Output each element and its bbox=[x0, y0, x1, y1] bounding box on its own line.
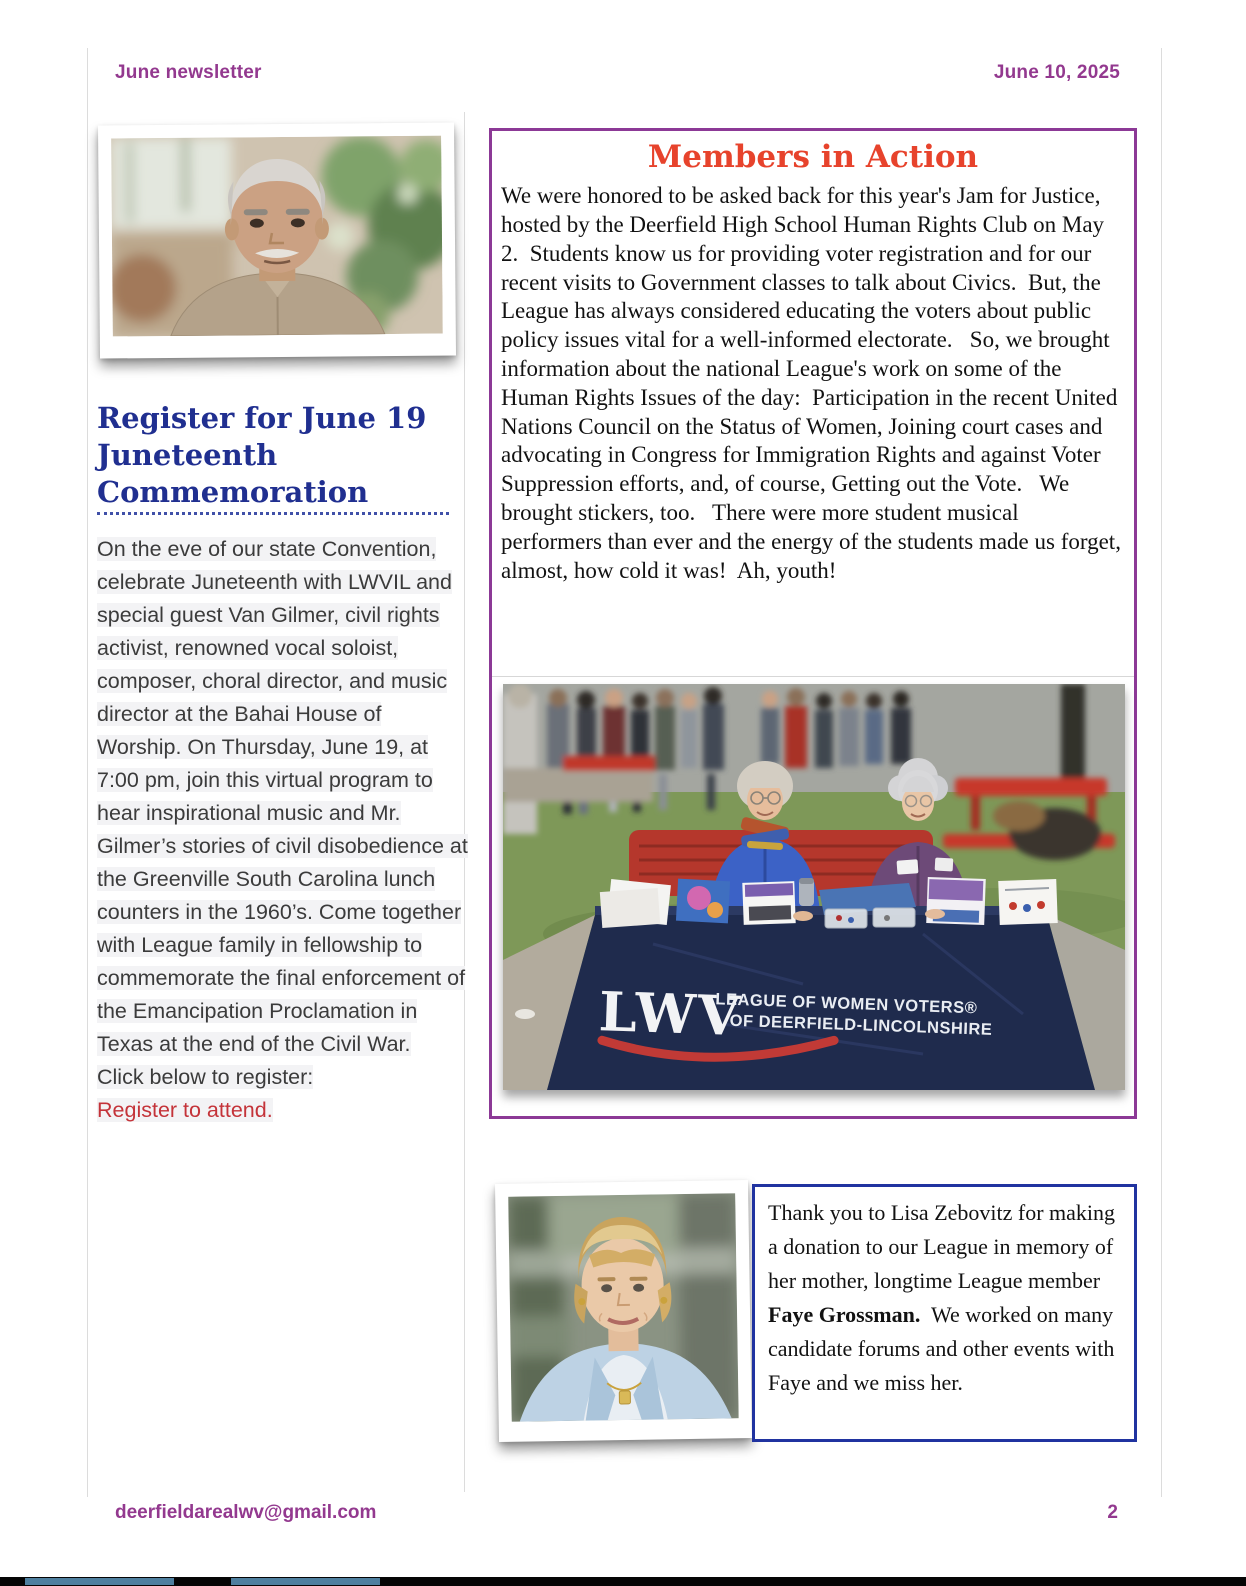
lwv-table-illustration bbox=[503, 684, 1125, 1090]
page-left-guide-line bbox=[87, 48, 88, 1497]
donation-paragraph bbox=[755, 1187, 1134, 1400]
jam-for-justice-photo bbox=[503, 684, 1125, 1090]
lwv-banner-line1: LEAGUE OF WOMEN VOTERS® bbox=[715, 990, 978, 1018]
donation-bold-name: Faye Grossman. bbox=[768, 1302, 921, 1327]
members-in-action-heading: Members in Action bbox=[647, 139, 979, 175]
register-cta-label: Click below to register: bbox=[97, 1065, 314, 1089]
juneteenth-paragraph bbox=[97, 533, 469, 1127]
page-right-guide-line bbox=[1161, 48, 1162, 1497]
faye-grossman-photo bbox=[495, 1180, 752, 1442]
footer-page-number: 2 bbox=[1107, 1502, 1118, 1523]
newsletter-title: June newsletter bbox=[115, 62, 262, 83]
register-link[interactable]: Register to attend. bbox=[97, 1098, 273, 1122]
man-portrait-illustration bbox=[111, 136, 443, 337]
lwv-banner-line2: OF DEERFIELD-LINCOLNSHIRE bbox=[729, 1011, 993, 1039]
desktop-edge-strip bbox=[0, 1577, 1246, 1586]
strip-segment bbox=[231, 1578, 380, 1585]
strip-segment bbox=[25, 1578, 174, 1585]
lwv-banner-acronym: LWV bbox=[597, 979, 743, 1049]
members-box-divider bbox=[492, 676, 1134, 677]
dotted-divider bbox=[97, 512, 449, 515]
members-in-action-paragraph: We were honored to be asked back for this year's Jam for Justice, hosted by the Deerfield High School Human Rights Club on May 2. Students know us for providing voter registration and for our recent visits to Government classes to talk about Civics. But, the League has always considered educating the voters about public policy issues vital for a well-informed electorate. So, we brought information about the national League's work on some of the Human Rights Issues of the day: Participation in the recent United Nations Council on the Status of Women, Joining court cases and advocating in Congress for Immigration Rights and against Voter Suppression efforts, and, of course, Getting out the Vote. We brought stickers, too. There were more student musical performers than ever and the energy of the students made us forget, almost, how cold it was! Ah, youth! bbox=[501, 183, 1127, 583]
members-in-action-box bbox=[489, 128, 1137, 1119]
footer-email-link[interactable]: deerfieldarealwv@gmail.com bbox=[115, 1502, 377, 1523]
woman-portrait-illustration bbox=[508, 1193, 739, 1422]
juneteenth-guest-photo bbox=[98, 122, 456, 358]
donation-text-before: Thank you to Lisa Zebovitz for making a donation to our League in memory of her mother, longtime League member bbox=[768, 1200, 1121, 1293]
juneteenth-body-text: On the eve of our state Convention, celebrate Juneteenth with LWVIL and special guest Van Gilmer, civil rights activist, renowned vocal soloist, composer, choral director, and music director at the Bahai House of Worship. On Thursday, June 19, at 7:00 pm, join this virtual program to hear inspirational music and Mr. Gilmer’s stories of civil disobedience at the Greenville South Carolina lunch counters in the 1960’s. Come together with League family in fellowship to commemorate the final enforcement of the Emancipation Proclamation in Texas at the end of the Civil War. bbox=[97, 537, 468, 1056]
juneteenth-heading: Register for June 19 Juneteenth Commemoration bbox=[97, 401, 427, 510]
donation-text-after: We worked on many candidate forums and other events with Faye and we miss her. bbox=[768, 1302, 1120, 1395]
newsletter-date: June 10, 2025 bbox=[993, 62, 1120, 83]
donation-box bbox=[752, 1184, 1137, 1442]
